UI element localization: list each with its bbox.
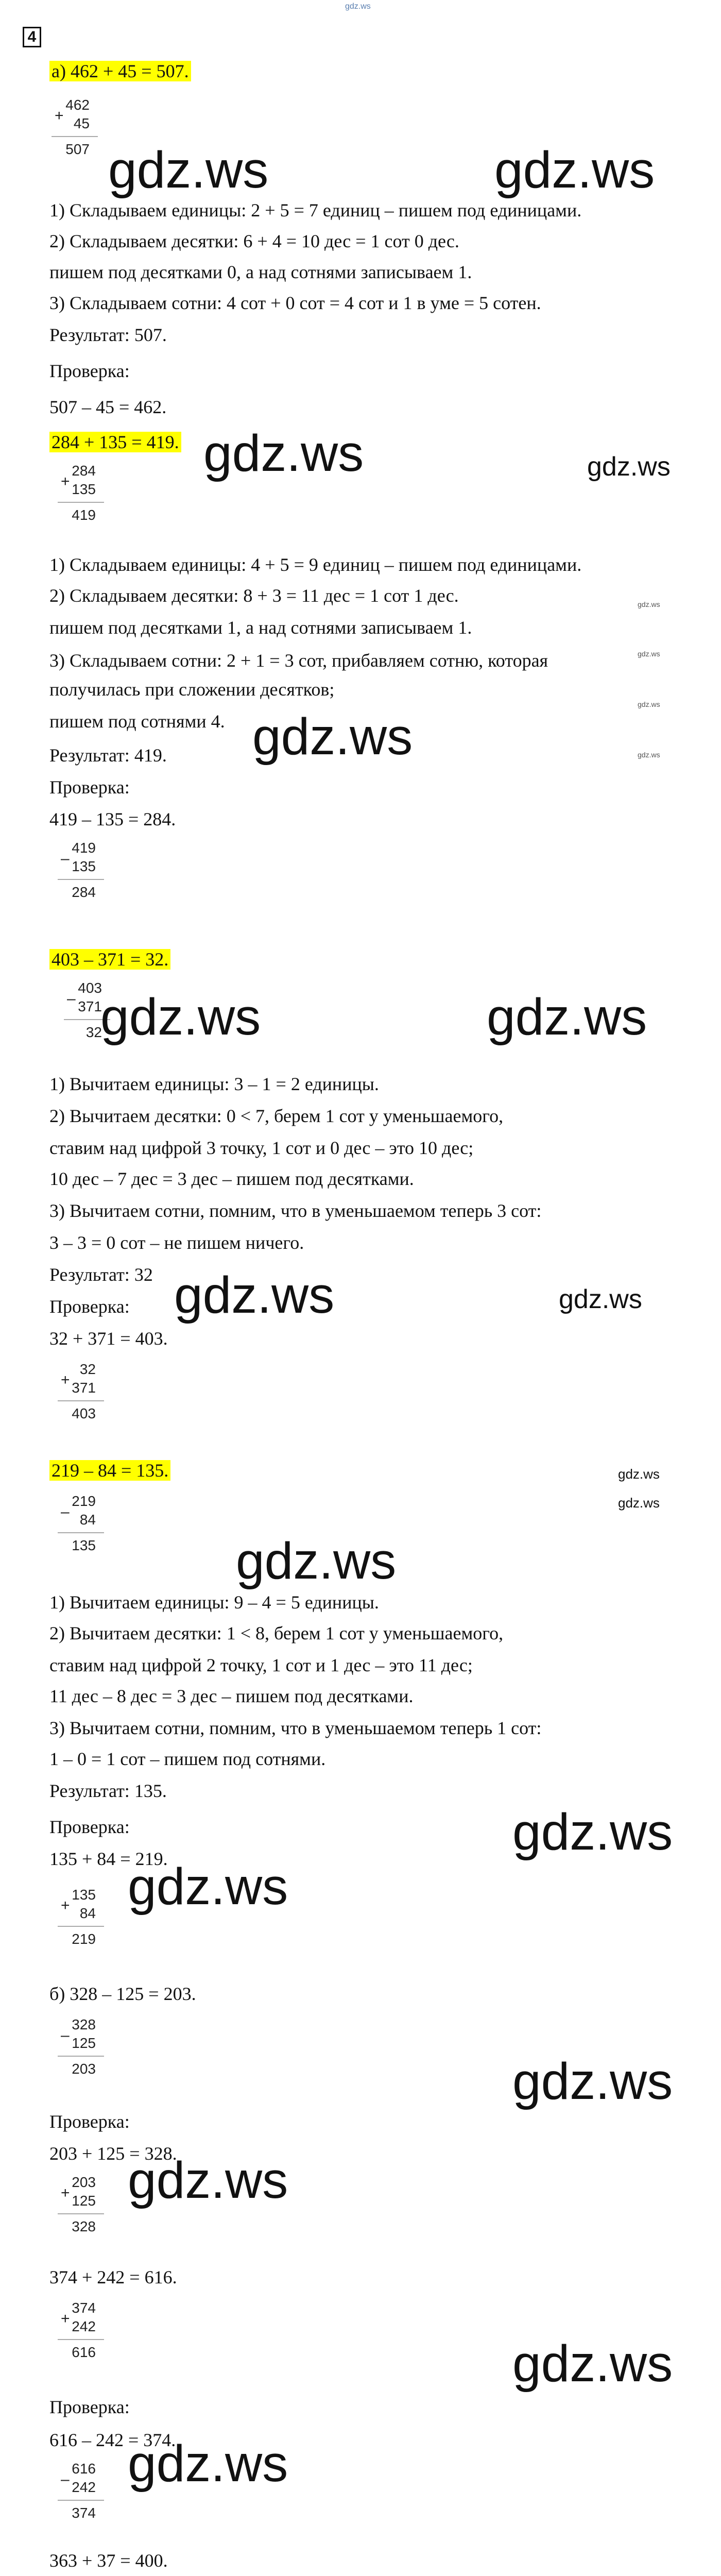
watermark: gdz.ws: [587, 452, 671, 482]
column-divider: [58, 1926, 104, 1927]
watermark: gdz.ws: [128, 2435, 288, 2493]
column-top-number: 419: [72, 840, 96, 856]
step-text: 1) Складываем единицы: 2 + 5 = 7 единиц – пишем под единицами.: [49, 200, 582, 221]
result-text: Результат: 507.: [49, 325, 167, 345]
operation-sign: –: [61, 2027, 70, 2044]
result-text: Результат: 32: [49, 1264, 153, 1285]
equation-highlight: 284 + 135 = 419.: [49, 432, 181, 452]
watermark: gdz.ws: [203, 425, 364, 482]
column-divider: [58, 2056, 104, 2057]
equation-d: [49, 1460, 170, 1481]
column-calc-616-minus-242: [58, 2460, 104, 2522]
column-calc-284-plus-135: [58, 462, 104, 524]
step-text: 3 – 3 = 0 сот – не пишем ничего.: [49, 1232, 304, 1253]
watermark: gdz.ws: [108, 141, 269, 199]
check-label: Проверка:: [49, 1817, 130, 1837]
equation-highlight: а) 462 + 45 = 507.: [49, 61, 191, 81]
check-equation: 135 + 84 = 219.: [49, 1849, 168, 1869]
equation-a: [49, 61, 191, 81]
watermark: gdz.ws: [236, 1532, 397, 1590]
equation-f: 374 + 242 = 616.: [49, 2267, 177, 2287]
step-text: пишем под десятками 1, а над сотнями записываем 1.: [49, 617, 472, 638]
operation-sign: –: [61, 850, 70, 867]
column-calc-328-minus-125: [58, 2015, 104, 2078]
column-calc-203-plus-125: [58, 2173, 104, 2236]
column-result-number: 403: [72, 1405, 96, 1421]
equation-highlight: 403 – 371 = 32.: [49, 949, 170, 970]
column-result-number: 419: [72, 507, 96, 523]
column-top-number: 284: [72, 463, 96, 479]
step-text: 3) Вычитаем сотни, помним, что в уменьшаемом теперь 3 сот:: [49, 1200, 542, 1221]
column-divider: [58, 502, 104, 503]
column-result-number: 284: [72, 884, 96, 900]
watermark: gdz.ws: [512, 2053, 673, 2110]
step-text: 1) Вычитаем единицы: 9 – 4 = 5 единицы.: [49, 1592, 379, 1613]
operation-sign: +: [61, 2310, 70, 2327]
operation-sign: +: [61, 1371, 70, 1388]
step-text: ставим над цифрой 3 точку, 1 сот и 0 дес – это 10 дес;: [49, 1138, 474, 1158]
watermark: gdz.ws: [252, 708, 413, 766]
watermark: gdz.ws: [638, 650, 660, 658]
column-bottom-number: 135: [72, 858, 96, 874]
column-top-number: 135: [72, 1887, 96, 1903]
watermark: gdz.ws: [638, 600, 660, 608]
column-bottom-number: 371: [78, 998, 102, 1014]
check-equation: 507 – 45 = 462.: [49, 397, 167, 417]
check-equation: 419 – 135 = 284.: [49, 809, 176, 829]
result-text: Результат: 135.: [49, 1781, 167, 1801]
column-divider: [58, 2339, 104, 2340]
column-bottom-number: 84: [79, 1512, 96, 1528]
step-text: 2) Вычитаем десятки: 0 < 7, берем 1 сот у уменьшаемого,: [49, 1106, 504, 1126]
check-label: Проверка:: [49, 361, 130, 381]
check-equation: 203 + 125 = 328.: [49, 2143, 177, 2164]
column-top-number: 616: [72, 2461, 96, 2477]
column-calc-419-minus-135: [58, 839, 104, 902]
step-text: получилась при сложении десятков;: [49, 679, 335, 700]
watermark: gdz.ws: [618, 1495, 660, 1511]
watermark: gdz.ws: [559, 1284, 642, 1314]
column-top-number: 32: [79, 1361, 96, 1377]
column-divider: [58, 1400, 104, 1401]
operation-sign: –: [67, 990, 76, 1007]
watermark: gdz.ws: [618, 1466, 660, 1482]
operation-sign: –: [61, 1503, 70, 1520]
step-text: 1) Складываем единицы: 4 + 5 = 9 единиц – пишем под единицами.: [49, 554, 582, 575]
step-text: 2) Складываем десятки: 6 + 4 = 10 дес = 1 сот 0 дес.: [49, 231, 459, 251]
column-calc-135-plus-84: [58, 1886, 104, 1948]
column-calc-374-plus-242: [58, 2299, 104, 2362]
operation-sign: +: [61, 1897, 70, 1914]
check-equation: 32 + 371 = 403.: [49, 1328, 168, 1349]
watermark: gdz.ws: [128, 2151, 288, 2209]
column-result-number: 616: [72, 2344, 96, 2360]
operation-sign: –: [61, 2471, 70, 2488]
step-text: 3) Складываем сотни: 4 сот + 0 сот = 4 сот и 1 в уме = 5 сотен.: [49, 293, 541, 313]
column-calc-32-plus-371: [58, 1360, 104, 1423]
step-text: 3) Вычитаем сотни, помним, что в уменьшаемом теперь 1 сот:: [49, 1718, 542, 1738]
column-top-number: 203: [72, 2174, 96, 2190]
column-top-number: 462: [65, 97, 90, 113]
column-bottom-number: 135: [72, 481, 96, 497]
task-number-badge: 4: [23, 27, 41, 47]
check-label: Проверка:: [49, 777, 130, 798]
column-calc-462-plus-45: [52, 96, 98, 159]
column-divider: [58, 879, 104, 880]
equation-e: б) 328 – 125 = 203.: [49, 1984, 196, 2004]
check-label: Проверка:: [49, 2111, 130, 2132]
watermark: gdz.ws: [174, 1266, 335, 1324]
column-top-number: 219: [72, 1493, 96, 1509]
equation-b: [49, 432, 181, 452]
column-bottom-number: 84: [79, 1905, 96, 1921]
column-bottom-number: 242: [72, 2318, 96, 2334]
column-bottom-number: 371: [72, 1380, 96, 1396]
watermark: gdz.ws: [128, 1858, 288, 1916]
step-text: пишем под сотнями 4.: [49, 711, 225, 732]
column-top-number: 403: [78, 980, 102, 996]
step-text: 10 дес – 7 дес = 3 дес – пишем под десятками.: [49, 1168, 414, 1189]
step-text: 3) Складываем сотни: 2 + 1 = 3 сот, прибавляем сотню, которая: [49, 650, 548, 671]
column-calc-219-minus-84: [58, 1492, 104, 1555]
step-text: 1 – 0 = 1 сот – пишем под сотнями.: [49, 1749, 326, 1769]
check-equation: 616 – 242 = 374.: [49, 2430, 176, 2450]
operation-sign: +: [61, 473, 70, 490]
watermark: gdz.ws: [638, 700, 660, 708]
column-bottom-number: 45: [73, 115, 90, 131]
column-result-number: 328: [72, 2218, 96, 2234]
step-text: пишем под десятками 0, а над сотнями записываем 1.: [49, 262, 472, 282]
column-bottom-number: 242: [72, 2479, 96, 2495]
result-text: Результат: 419.: [49, 745, 167, 766]
equation-highlight: 219 – 84 = 135.: [49, 1460, 170, 1481]
check-label: Проверка:: [49, 1296, 130, 1317]
column-top-number: 374: [72, 2300, 96, 2316]
column-bottom-number: 125: [72, 2035, 96, 2051]
step-text: 2) Вычитаем десятки: 1 < 8, берем 1 сот у уменьшаемого,: [49, 1623, 504, 1643]
step-text: 11 дес – 8 дес = 3 дес – пишем под десятками.: [49, 1686, 414, 1706]
column-result-number: 135: [72, 1537, 96, 1553]
watermark: gdz.ws: [512, 1803, 673, 1861]
operation-sign: +: [61, 2184, 70, 2201]
column-result-number: 374: [72, 2505, 96, 2521]
top-watermark: gdz.ws: [345, 2, 371, 11]
equation-c: [49, 949, 170, 970]
column-result-number: 32: [85, 1024, 102, 1040]
step-text: 2) Складываем десятки: 8 + 3 = 11 дес = 1 сот 1 дес.: [49, 585, 459, 606]
watermark: gdz.ws: [487, 988, 647, 1046]
watermark: gdz.ws: [494, 141, 655, 199]
step-text: 1) Вычитаем единицы: 3 – 1 = 2 единицы.: [49, 1074, 379, 1094]
check-label: Проверка:: [49, 2397, 130, 2417]
column-divider: [58, 2500, 104, 2501]
column-divider: [58, 1532, 104, 1533]
column-result-number: 203: [72, 2061, 96, 2077]
watermark: gdz.ws: [512, 2335, 673, 2393]
column-bottom-number: 125: [72, 2193, 96, 2209]
column-divider: [52, 136, 98, 137]
equation-g: 363 + 37 = 400.: [49, 2550, 168, 2571]
column-result-number: 219: [72, 1931, 96, 1947]
column-divider: [58, 2213, 104, 2214]
step-text: ставим над цифрой 2 точку, 1 сот и 1 дес – это 11 дес;: [49, 1655, 473, 1675]
watermark: gdz.ws: [638, 751, 660, 759]
watermark: gdz.ws: [100, 988, 261, 1046]
column-result-number: 507: [65, 141, 90, 157]
operation-sign: +: [55, 107, 64, 124]
column-top-number: 328: [72, 2016, 96, 2032]
